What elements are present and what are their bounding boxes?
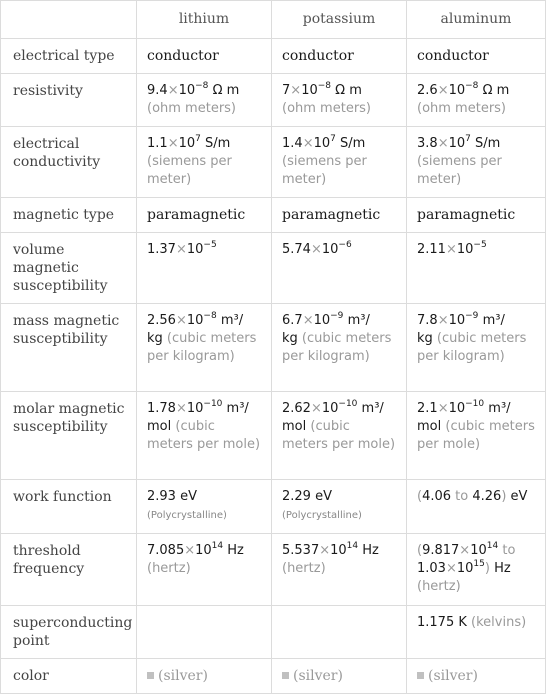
row-label: electrical conductivity <box>1 127 137 198</box>
row-threshold-frequency <box>1 534 546 606</box>
row-label: mass magnetic susceptibility <box>1 304 137 392</box>
row-electrical-type <box>1 39 546 74</box>
color-swatch-icon <box>282 672 289 679</box>
row-label: threshold frequency <box>1 534 137 606</box>
row-volume-magnetic-susceptibility <box>1 233 546 304</box>
row-electrical-conductivity <box>1 127 546 198</box>
cell-empty <box>137 606 272 659</box>
cell-value: $1.4\times 10^7$ S/m (siemens per meter) <box>272 127 407 198</box>
row-label: color <box>1 659 137 694</box>
corner-cell <box>1 1 137 39</box>
cell-value: conductor <box>137 39 272 74</box>
row-magnetic-type <box>1 198 546 233</box>
row-label: molar magnetic susceptibility <box>1 392 137 480</box>
cell-value: $3.8\times 10^7$ S/m (siemens per meter) <box>407 127 546 198</box>
cell-value: $7\times 10^{-8}$ Ω m (ohm meters) <box>272 74 407 127</box>
color-swatch-icon <box>147 672 154 679</box>
cell-value: $2.56\times 10^{-8}$ m³/ kg (cubic meters per kilogram) <box>137 304 272 392</box>
row-resistivity <box>1 74 546 127</box>
cell-value: $1.78\times 10^{-10}$ m³/ mol (cubic meters per mole) <box>137 392 272 480</box>
column-header-aluminum: aluminum <box>407 1 546 39</box>
row-molar-magnetic-susceptibility <box>1 392 546 480</box>
header-row <box>1 1 546 39</box>
cell-value: $2.62\times 10^{-10}$ m³/ mol (cubic meters per mole) <box>272 392 407 480</box>
cell-value: $2.11\times 10^{-5}$ <box>407 233 546 304</box>
cell-value: 1.175 K (kelvins) <box>407 606 546 659</box>
row-mass-magnetic-susceptibility <box>1 304 546 392</box>
cell-value: $5.537\times 10^{14}$ Hz (hertz) <box>272 534 407 606</box>
row-label: resistivity <box>1 74 137 127</box>
cell-value: paramagnetic <box>407 198 546 233</box>
cell-value: ($9.817\times 10^{14}$ to $1.03\times 10^{15}$) Hz (hertz) <box>407 534 546 606</box>
cell-value: 2.93 eV (Polycrystalline) <box>137 480 272 534</box>
cell-value: (4.06 to 4.26) eV <box>407 480 546 534</box>
cell-value: (silver) <box>137 659 272 694</box>
color-swatch-icon <box>417 672 424 679</box>
cell-value: $7.085\times 10^{14}$ Hz (hertz) <box>137 534 272 606</box>
cell-value: (silver) <box>407 659 546 694</box>
cell-value: $2.1\times 10^{-10}$ m³/ mol (cubic meters per mole) <box>407 392 546 480</box>
row-work-function <box>1 480 546 534</box>
row-color <box>1 659 546 694</box>
cell-value: $2.6\times 10^{-8}$ Ω m (ohm meters) <box>407 74 546 127</box>
row-label: electrical type <box>1 39 137 74</box>
column-header-lithium: lithium <box>137 1 272 39</box>
cell-value: $9.4\times 10^{-8}$ Ω m (ohm meters) <box>137 74 272 127</box>
cell-empty <box>272 606 407 659</box>
row-superconducting-point <box>1 606 546 659</box>
cell-value: $5.74\times 10^{-6}$ <box>272 233 407 304</box>
row-label: volume magnetic susceptibility <box>1 233 137 304</box>
cell-value: paramagnetic <box>137 198 272 233</box>
cell-value: $1.1\times 10^7$ S/m (siemens per meter) <box>137 127 272 198</box>
cell-value: $6.7\times 10^{-9}$ m³/ kg (cubic meters per kilogram) <box>272 304 407 392</box>
cell-value: conductor <box>407 39 546 74</box>
row-label: magnetic type <box>1 198 137 233</box>
cell-value: (silver) <box>272 659 407 694</box>
cell-value: conductor <box>272 39 407 74</box>
cell-value: paramagnetic <box>272 198 407 233</box>
cell-value: $1.37\times 10^{-5}$ <box>137 233 272 304</box>
row-label: work function <box>1 480 137 534</box>
column-header-potassium: potassium <box>272 1 407 39</box>
cell-value: 2.29 eV (Polycrystalline) <box>272 480 407 534</box>
cell-value: $7.8\times 10^{-9}$ m³/ kg (cubic meters per kilogram) <box>407 304 546 392</box>
row-label: superconducting point <box>1 606 137 659</box>
